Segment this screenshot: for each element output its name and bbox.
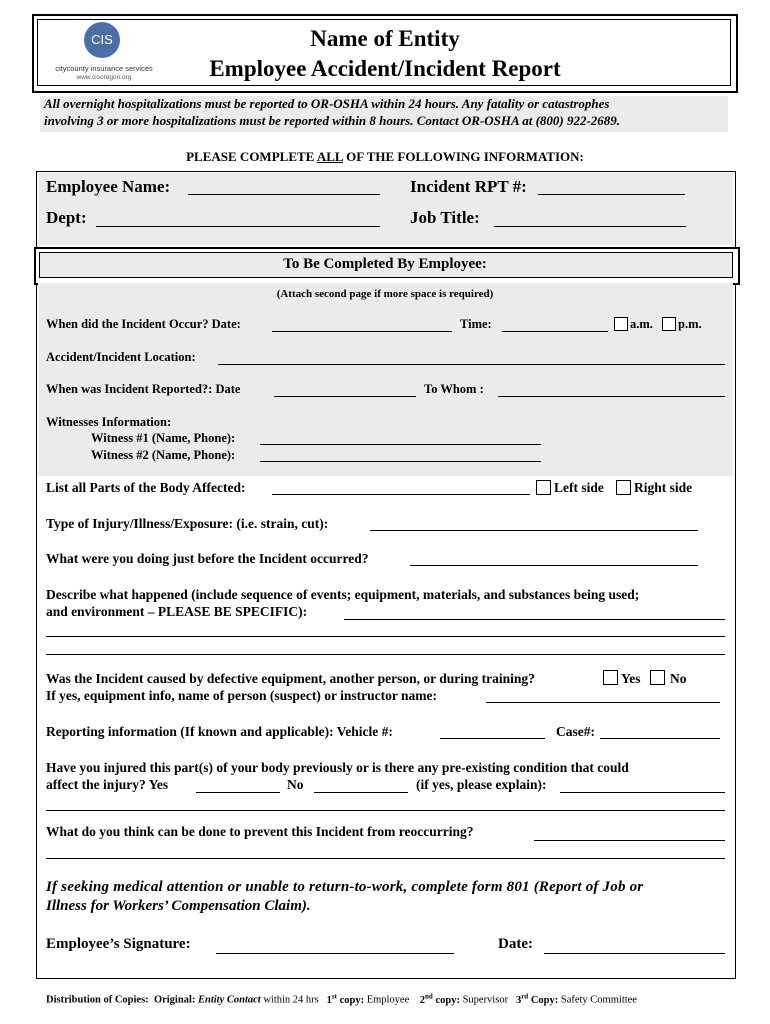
left-side-checkbox[interactable] — [536, 480, 551, 495]
signature-field[interactable] — [216, 938, 454, 954]
injury-type-label: Type of Injury/Illness/Exposure: (i.e. strain, cut): — [46, 516, 329, 531]
occur-date-field[interactable] — [272, 317, 452, 332]
pm-checkbox[interactable] — [662, 317, 676, 331]
prevent-label: What do you think can be done to prevent this Incident from reoccurring? — [46, 824, 474, 839]
osha-notice-line1: All overnight hospitalizations must be reported to OR-OSHA within 24 hours. Any fatality or catastrophes — [44, 96, 610, 111]
entity-name-title: Name of Entity — [310, 26, 460, 51]
footer-first-label: copy: — [339, 994, 365, 1006]
date-field[interactable] — [544, 938, 725, 954]
footer-third-value: Safety Committee — [560, 994, 637, 1006]
incident-rpt-field[interactable] — [538, 178, 685, 195]
occur-date-label: When did the Incident Occur? Date: — [46, 317, 241, 331]
caused-no-label: No — [670, 671, 687, 686]
to-whom-field[interactable] — [498, 383, 725, 397]
case-label: Case#: — [556, 724, 595, 739]
distribution-footer — [46, 992, 637, 1006]
doing-before-label: What were you doing just before the Incident occurred? — [46, 551, 369, 566]
instruction-emphasis: ALL — [316, 149, 343, 164]
injured-explain-label: (if yes, please explain): — [416, 777, 547, 792]
witness1-label: Witness #1 (Name, Phone): — [91, 431, 236, 445]
logo-url: www.cisoregon.org — [76, 74, 132, 81]
instruction — [0, 149, 770, 165]
footer-second — [419, 992, 460, 1006]
footer-first-value: Employee — [366, 994, 410, 1006]
occur-time-label: Time: — [460, 317, 492, 331]
injured-explain-field[interactable] — [560, 778, 725, 793]
injured-yes-field[interactable] — [196, 778, 280, 793]
describe-label-line2: and environment – PLEASE BE SPECIFIC): — [46, 604, 308, 619]
reported-date-field[interactable] — [274, 383, 416, 397]
instruction-after: OF THE FOLLOWING INFORMATION: — [342, 149, 584, 164]
describe-field-3[interactable] — [46, 640, 725, 655]
injured-no-label: No — [287, 777, 304, 792]
injured-before-line1: Have you injured this part(s) of your body previously or is there any pre-existing condition that could — [46, 760, 629, 775]
footer-original-value: Entity Contact — [197, 994, 261, 1006]
vehicle-field[interactable] — [440, 724, 545, 739]
to-whom-label: To Whom : — [424, 382, 484, 396]
describe-label-line1: Describe what happened (include sequence of events; equipment, materials, and substances being used; — [46, 587, 640, 602]
footer-first — [326, 992, 365, 1006]
witness1-field[interactable] — [260, 432, 541, 445]
signature-label: Employee’s Signature: — [46, 936, 191, 952]
dept-field[interactable] — [96, 210, 380, 227]
footer-label: Distribution of Copies: — [46, 994, 149, 1006]
logo-name: citycounty insurance services — [55, 64, 153, 73]
section-note: (Attach second page if more space is required) — [276, 288, 494, 300]
osha-notice-line2: involving 3 or more hospitalizations must be reported within 8 hours. Contact OR-OSHA at (800) 922-2689. — [44, 113, 621, 128]
witness2-label: Witness #2 (Name, Phone): — [91, 448, 236, 462]
doing-before-field[interactable] — [410, 551, 698, 566]
occur-time-field[interactable] — [502, 317, 608, 332]
footer-original-label: Original: — [153, 994, 196, 1006]
injured-before-line2: affect the injury? Yes — [46, 777, 169, 792]
reported-date-label: When was Incident Reported?: Date — [46, 382, 241, 396]
caused-yes-label: Yes — [621, 671, 641, 686]
reporting-info-label: Reporting information (If known and applicable): Vehicle #: — [46, 724, 393, 739]
case-field[interactable] — [600, 724, 720, 739]
employee-name-field[interactable] — [188, 178, 380, 195]
am-checkbox[interactable] — [614, 317, 628, 331]
describe-field-2[interactable] — [46, 622, 725, 637]
right-side-label: Right side — [634, 480, 693, 495]
injured-no-field[interactable] — [314, 778, 408, 793]
right-side-checkbox[interactable] — [616, 480, 631, 495]
body-parts-label: List all Parts of the Body Affected: — [46, 480, 246, 495]
body-parts-field[interactable] — [272, 480, 530, 495]
caused-by-label: Was the Incident caused by defective equipment, another person, or during training? — [46, 671, 535, 686]
prevent-field-2[interactable] — [46, 844, 725, 859]
footer-second-label: copy: — [435, 994, 460, 1006]
report-title: Employee Accident/Incident Report — [209, 56, 561, 81]
job-title-field[interactable] — [494, 210, 686, 227]
dept-label: Dept: — [46, 208, 87, 227]
location-label: Accident/Incident Location: — [46, 350, 196, 364]
date-label: Date: — [498, 936, 533, 952]
witness2-field[interactable] — [260, 449, 541, 462]
if-yes-field[interactable] — [486, 688, 720, 703]
left-side-label: Left side — [554, 480, 604, 495]
caused-yes-checkbox[interactable] — [603, 670, 618, 685]
describe-field-1[interactable] — [344, 605, 725, 620]
medical-note-line2: Illness for Workers’ Compensation Claim). — [46, 898, 311, 914]
instruction-before: PLEASE COMPLETE — [186, 149, 317, 164]
pm-label: p.m. — [678, 317, 702, 331]
footer-original-suffix: within 24 hrs — [263, 994, 319, 1006]
witnesses-heading: Witnesses Information: — [46, 415, 172, 429]
job-title-label: Job Title: — [410, 208, 480, 227]
section-heading: To Be Completed By Employee: — [283, 256, 487, 272]
employee-name-label: Employee Name: — [46, 177, 171, 196]
logo-mark: CIS — [84, 22, 120, 58]
footer-first-num: 1 — [326, 994, 332, 1006]
footer-first-sup: st — [331, 992, 337, 1000]
footer-third-label: Copy: — [530, 994, 559, 1006]
footer-second-sup: nd — [425, 992, 433, 1000]
medical-note-line1: If seeking medical attention or unable to return-to-work, complete form 801 (Report of Job or — [46, 879, 644, 895]
footer-second-value: Supervisor — [462, 994, 509, 1006]
footer-second-num: 2 — [419, 994, 426, 1006]
caused-no-checkbox[interactable] — [650, 670, 665, 685]
location-field[interactable] — [218, 350, 725, 365]
footer-third — [515, 992, 559, 1006]
footer-third-num: 3 — [515, 994, 522, 1006]
if-yes-label: If yes, equipment info, name of person (suspect) or instructor name: — [46, 688, 437, 703]
injury-type-field[interactable] — [370, 516, 698, 531]
prevent-field[interactable] — [534, 826, 725, 841]
am-label: a.m. — [630, 317, 653, 331]
footer-third-sup: rd — [521, 992, 529, 1000]
incident-rpt-label: Incident RPT #: — [410, 177, 527, 196]
injured-explain-field-2[interactable] — [46, 796, 725, 811]
